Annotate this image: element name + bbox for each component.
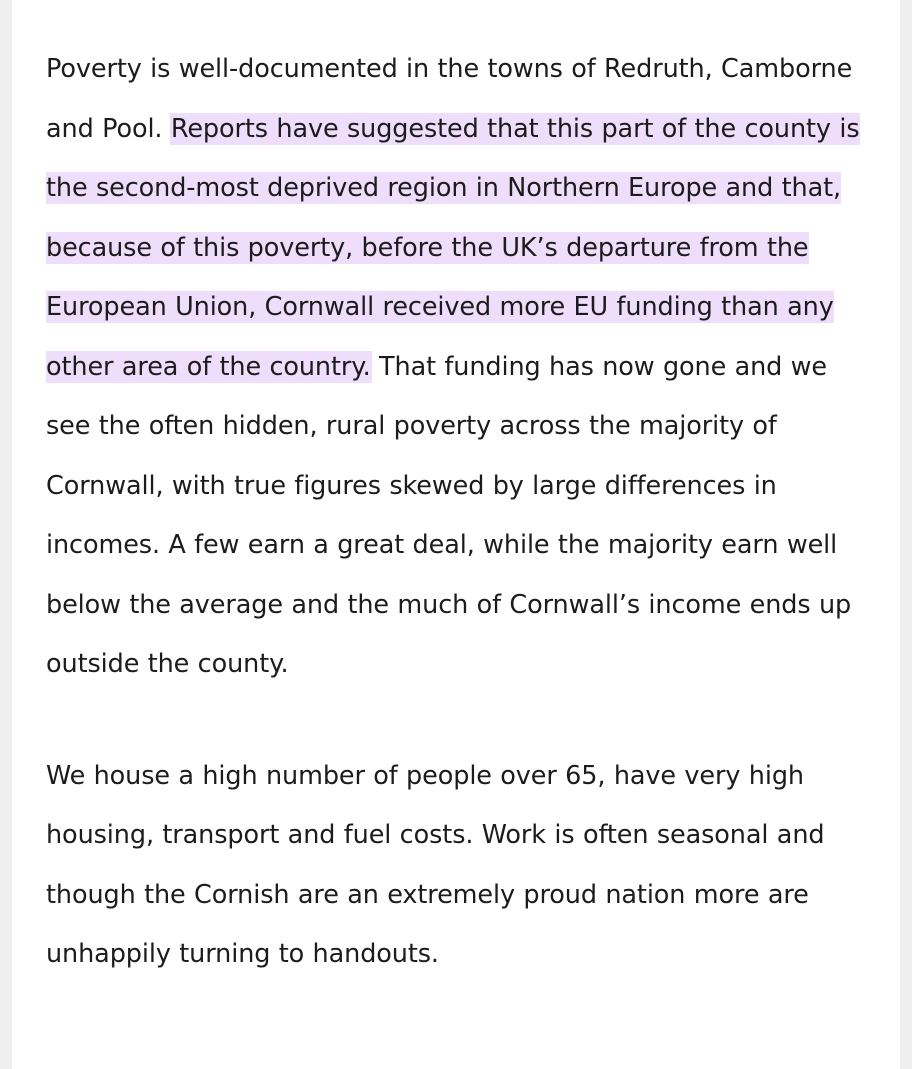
text-run-plain: We house a high number of people over 65, have very high housing, transport and fuel costs. Work is often seasonal and though the Cornish are an extremely proud nation more are unhappily turning to handouts. [46, 760, 825, 969]
highlighted-text-run[interactable]: Reports have suggested that this part of the county is the second-most deprived region in Northern Europe and that, because of this poverty, before the UK’s departure from the European Union, Cornwall received more EU funding than any other area of the country. [46, 113, 860, 382]
paragraph-2 [46, 747, 870, 985]
paragraph-1 [46, 40, 870, 695]
text-run-plain: That funding has now gone and we see the often hidden, rural poverty across the majority of Cornwall, with true figures skewed by large differences in incomes. A few earn a great deal, while the majority earn well below the average and the much of Cornwall’s income ends up outside the county. [46, 351, 852, 679]
text-run-plain: Poverty is well-documented in the towns of Redruth, Camborne and Pool. [46, 54, 853, 144]
document-page [12, 0, 900, 1069]
document-body [46, 40, 870, 985]
